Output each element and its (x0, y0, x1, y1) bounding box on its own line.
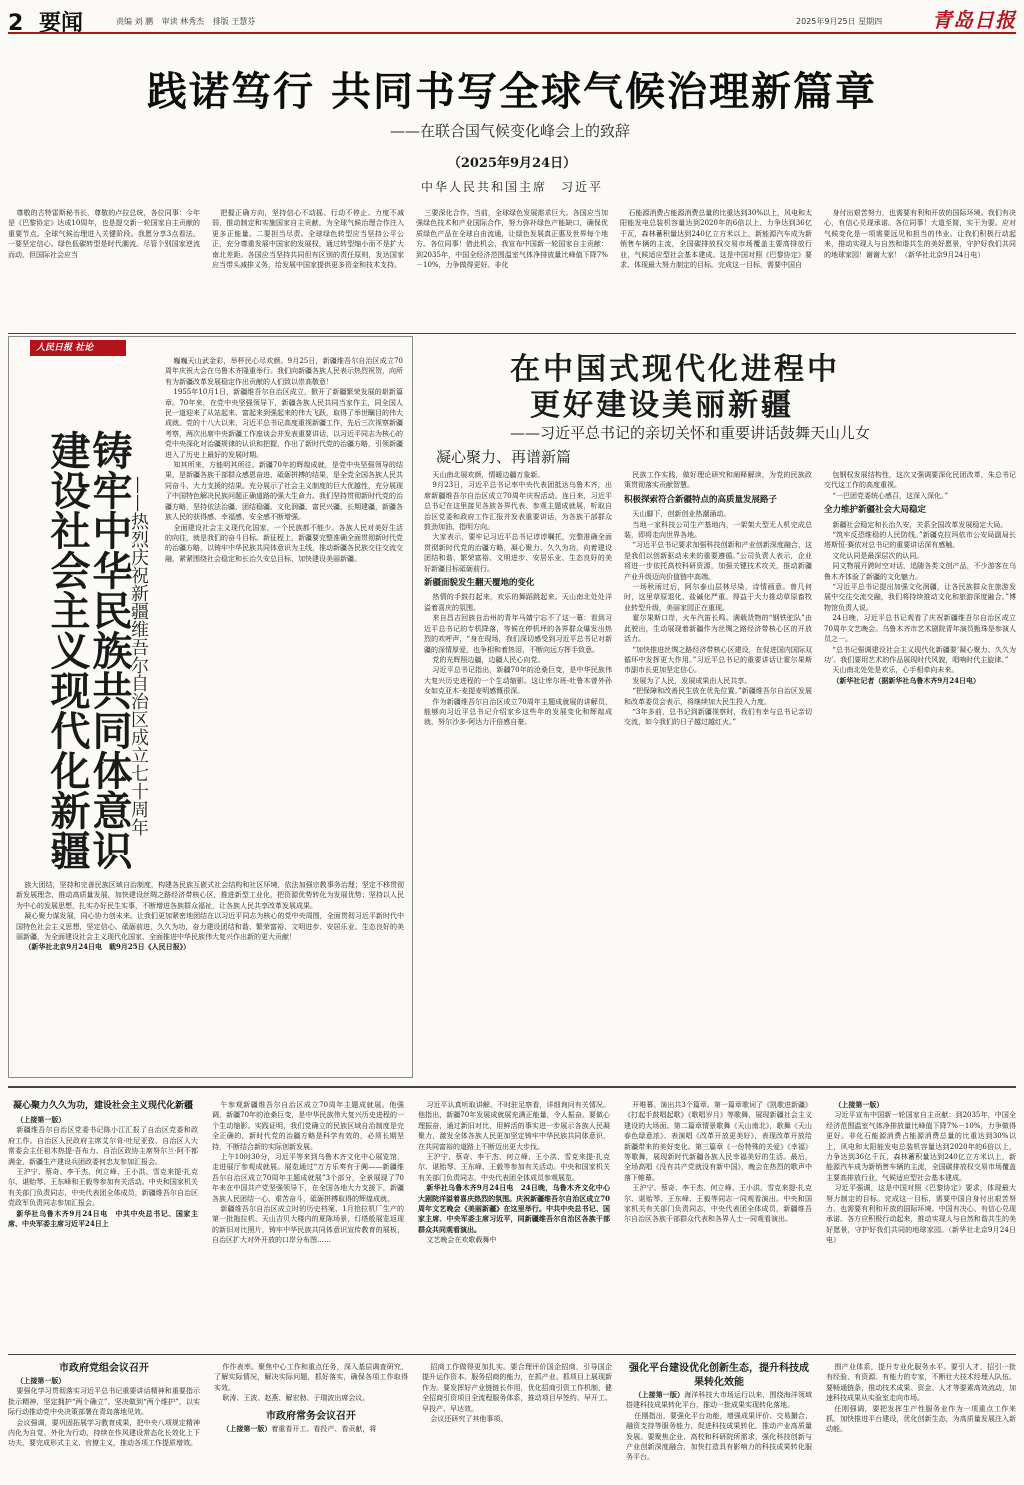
story-paragraph: 新疆维吾尔自治区成立时的历史档案、1月抢拉机厂生产的第一批拖拉机、天山吉贝大楼内的夏陈场景，灯塔般展览返现的新旧对比照片，铸牢中华民族共同体意识宣传教育的展板，自治区扩大对外开放的口岸分布图…… (212, 1205, 404, 1245)
feature-paragraph: “总书记强调建设社会主义现代化新疆要‘凝心聚力、久久为功’。我们要用艺术的作品展现时代风貌，唱响时代主旋律。” (824, 645, 1016, 664)
page-number-section (8, 6, 83, 37)
story-exec-meeting-cont (422, 1362, 612, 1482)
lead-column-2 (212, 208, 404, 330)
lead-date: （2025年9月24日） (447, 156, 577, 171)
divider (8, 1086, 1016, 1088)
story-gala (418, 1100, 610, 1350)
editorial-paragraph: 凝心聚力谋发展，同心协力创未来。让我们更加紧密地团结在以习近平同志为核心的党中央周围，全面贯彻习近平新时代中国特色社会主义思想，坚定信心、砥砺前进，久久为功，奋力建设团结和谐、繁荣富裕、文明进步、安居乐业、生态良好的美丽新疆，为全面建设社会主义现代化国家、全面推进中华民族伟大复兴作出新的更大贡献！ (16, 912, 404, 942)
story-party-meeting (8, 1362, 200, 1482)
story-paragraph: 要强化学习贯彻落实习近平总书记重要讲话精神和重要指示批示精神，坚定拥护“两个确立”、坚决做到“两个维护”，以实际行动推动党中央决策部署在青岛落地见效。 (8, 1387, 200, 1417)
story-paragraph: 午参观新疆维吾尔自治区成立70周年主题成就展。他强调，新疆70年的沧桑巨变，是中华民族伟大复兴历史进程的一个生动缩影。实践证明，我们党确立的民族区域自治制度是完全正确的，新时代党的治疆方略是科学有效的，必须长期坚持，不断结合新的实际创新发展。 (212, 1101, 404, 1151)
story-tag: （上接第一版） (16, 1376, 66, 1385)
feature-paragraph: 包钢权发展结构性，这次又强调要深化民团改革，朱总书记交代这工作的高度重视。 (824, 471, 1016, 490)
story-exhibition (212, 1100, 404, 1350)
feature-paragraph: 发展为了人民，发展成果由人民共享。 (632, 676, 752, 685)
page-number: 2 (8, 11, 24, 36)
editorial-paragraph: 族大团结，坚持和完善民族区域自治制度，构建各民族互嵌式社会结构和社区环境，依法加强宗教事务治理；坚定不移贯彻新发展理念，推动高质量发展，加快建设丝绸之路经济带核心区，推进新型工业化，把资源优势转化为发展优势；坚持以人民为中心的发展思想，扎实办好民生实事，不断增进各族群众福祉，让各族人民共享改革发展成果。 (16, 881, 404, 910)
lead-byline: 中华人民共和国主席 习近平 (420, 180, 603, 194)
story-paragraph: 海洋科技大市场运行以来，围绕海洋领域搭建科技成果转化平台，推动一批成果实现转化落地。 (626, 1391, 812, 1410)
story-tag: （上接第一版） (222, 1423, 272, 1433)
page-header (8, 6, 1016, 34)
story-paragraph: 开唯幕。演出共3个篇章。第一篇章歌词了《凯歌进新疆》《打起手鼓唱起歌》《歌唱岁月》等歌舞，展现新疆社会主义建设的大场面。第二篇章情景歌舞《天山南北》，歌舞《天山春色绿意浓》、表演唱《改革开放更美好》，表现改革开放给新疆带来的美好变化。第三篇章《一份特殊的关爱》《幸福》等歌舞，展现新时代新疆各族人民幸福美好的生活。最后，全场高唱《没有共产党就没有新中国》，晚会在热烈的歌声中落下帷幕。 (624, 1101, 812, 1182)
lead-column-3 (416, 208, 608, 330)
feature-subtitle-line-1: ——习近平总书记的亲切关怀和重要讲话鼓舞天山儿女 (510, 424, 871, 442)
story-paragraph: 会议强调，要巩固拓展学习教育成果，把中央八项规定精神内化为自觉、外化为行动，持续在作风建设常态化长效化上下功夫，要完成形式主义、官僚主义，推动各项工作提质增效。 (8, 1418, 200, 1448)
lead-paragraph: 三要深化合作。当前，全球绿色发展需求巨大。各国应当加强绿色技术和产业国际合作，努力弥补绿色产能缺口，确保优质绿色产品在全球自由流通，让绿色发展真正惠及世界每个地方。各位同事！借此机会，我宣布中国新一轮国家自主贡献：到2035年，中国全经济范围温室气体净排放量比峰值下降7%－10%，力争做得更好。非化 (416, 209, 608, 270)
lead-paragraph: 把握正确方向，坚持信心不动摇、行动不停止、力度不减弱，推动制定和实施国家自主贡献，为全球气候治理合作注入更多正能量。二要担当尽责。全球绿色转型应当坚持公平公正，充分尊重发展中国家的发展权，通过转型缩小而不是扩大南北差距。各国应当坚持共同但有区别的责任原则，发达国家应当带头减排义务，给发展中国家提供更多资金和技术支持。 (212, 209, 404, 270)
story-summit-watch (8, 1100, 198, 1350)
feature-title-line-2: 更好建设美丽新疆 (530, 388, 794, 423)
section-name: 要闻 (38, 11, 83, 36)
lead-headline: 践诺笃行 共同书写全球气候治理新篇章 (147, 69, 877, 115)
story-title: 市政府常务会议召开 (266, 1410, 356, 1422)
feature-paragraph: 24日晚，习近平总书记观看了庆祝新疆维吾尔自治区成立70周年文艺晚会。乌鲁木齐市艺术剧院青年演员甄珠是参演人员之一。 (824, 614, 1016, 644)
feature-paragraph: “习近平总书记提出加强文化润疆，让各民族群众在旅游发展中交往交流交融，我们将持续推动文化和旅游深度融合。”博物馆负责人说。 (824, 583, 1016, 612)
feature-subhead: 积极探索符合新疆特点的高质量发展路子 (624, 494, 778, 505)
feature-paragraph: 大家表示，要牢记习近平总书记谆谆嘱托，完整准确全面贯彻新时代党的治疆方略，凝心聚力、久久为功，向着建设团结和谐、繁荣富裕、文明进步、安居乐业、生态良好的美好新疆目标砥砺前行。 (424, 533, 612, 573)
story-paragraph: 任刚指出，要强化平台功能，增强成果评价、交易撮合、融资支持等服务能力，促进科技成果转化，推动产业高质量发展。要聚焦企业、高校和科研院所需求，强化科技创新与产业创新深度融合，加快打造具有影响力的科技成果转化服务平台。 (626, 1411, 812, 1462)
story-paragraph: 新华社乌鲁木齐9月24日电 24日晚，乌鲁木齐文化中心大剧院洋溢着喜庆热烈的氛围。庆祝新疆维吾尔自治区成立70周年文艺晚会《美丽新疆》在这里举行。中共中央总书记、国家主席、中央军委主席习近平，同新疆维吾尔自治区各族干部群众共同观看演出。 (418, 1183, 610, 1234)
feature-title-line-1: 在中国式现代化进程中 (510, 352, 840, 387)
feature-column-2 (624, 470, 812, 1082)
story-tag: （上接第一版） (834, 1100, 884, 1109)
feature-paragraph: 习近平总书记指出，新疆70年的沧桑巨变，是中华民族伟大复兴历史进程的一个生动缩影。这让库尔班·吐鲁木曾外孙女如克亚木·麦提麦明感慨很深。 (424, 666, 612, 696)
feature-paragraph: 新疆社会稳定和长治久安，关系全国改革发展稳定大局。 (832, 520, 1008, 529)
story-paragraph: 王沪宁、蔡奇、李干杰、何立峰、王小洪、雪克来提·扎克尔、谌贻琴、王东峰、王毅等参加有关活动。中央和国家机关有关部门负责同志，中央代表团全体成员参观展览。 (418, 1153, 610, 1182)
feature-paragraph: 热情的手鼓打起来，欢乐的舞蹈跳起来。天山南北处处洋溢着喜庆的氛围。 (424, 593, 612, 612)
lead-paragraph: 尊敬的古特雷斯秘书长，尊敬的卢拉总统，各位同事：今年是《巴黎协定》达成10周年，也是提交新一轮国家自主贡献的重要节点。全球气候治理进入关键阶段。我愿分享3点看法。一要坚定信心。绿色低碳转型是时代潮流。尽管个别国家逆流而动，但国际社会应当 (8, 209, 200, 259)
feature-paragraph: 9月23日，习近平总书记率中央代表团抵达乌鲁木齐，出席新疆维吾尔自治区成立70周年庆祝活动。连日来，习近平总书记在这里接见各族各界代表、参观主题成就展，听取自治区党委和政府工作汇报并发表重要讲话，为各族干部群众鼓劲加油、指明方向。 (424, 481, 612, 532)
story-paragraph: 习近平宣布中国新一轮国家自主贡献：到2035年，中国全经济范围温室气体净排放量比峰值下降7%－10%，力争做得更好。非化石能源消费占能源消费总量的比重达到30%以上，风电和太阳能发电总装机容量达到2020年的6倍以上，力争达到36亿千瓦，森林蓄积量达到240亿立方米以上，新能源汽车成为新销售车辆的主流，全国碳排放权交易市场覆盖主要高排放行业，气候适应型社会基本建成。 (826, 1111, 1016, 1182)
editorial-title: 铸牢中华民族共同体意识 建设社会主义现代化新疆 (44, 430, 132, 910)
story-paragraph: 新疆维吾尔自治区党委书记陈小江汇报了自治区党委和政府工作。自治区人民政府主席艾尔肯·吐尼亚孜、自治区人大常委会主任祖木热提·吾布力、自治区政协主席努尔兰·阿不都满金，新疆生产建设兵团政委何忠友参加汇报会。 (8, 1126, 198, 1166)
feature-subtitle-line-2: 凝心聚力、再谱新篇 (436, 448, 572, 466)
feature-paragraph: 天山南北处处是欢乐，心手相牵向未来。 (832, 666, 959, 675)
story-tag: （上接第一版） (16, 1115, 66, 1124)
lead-column-5 (824, 208, 1016, 330)
editorial-paragraph: 知其所来，方能明其所往。新疆70年的辉煌成就，是党中央坚强领导的结果，是新疆各族干部群众感恩奋进、砥砺拼搏的结果，是全党全国各族人民共同奋斗、大力支援的结果。充分展示了社会主义制度的巨大优越性，充分展现了中国特色解决民族问题正确道路的强大生命力。我们坚持贯彻新时代党的治疆方略，坚持依法治疆、团结稳疆、文化润疆、富民兴疆、长期建疆，新疆各族人民的获得感、幸福感、安全感不断增强。 (165, 461, 403, 522)
feature-paragraph: 天山南北展欢颜，情暖边疆万象新。 (432, 471, 545, 479)
feature-subhead: 新疆面貌发生翻天覆地的变化 (424, 578, 535, 589)
story-gala-cont (624, 1100, 812, 1350)
issue-date: 2025年9月25日 星期四 (796, 17, 883, 26)
lead-subtitle: ——在联合国气候变化峰会上的致辞 (390, 122, 631, 140)
story-party-meeting-cont (214, 1362, 408, 1482)
feature-paragraph: “加快推进丝绸之路经济带核心区建设，在促进国内国际双循环中发挥更大作用。”习近平总书记的重要讲话让霍尔果斯市副市长更加坚定信心。 (624, 645, 812, 675)
story-paragraph: 王沪宁、蔡奇、李干杰、何立峰、王小洪、雪克来提·扎克尔、谌贻琴、王东峰和王毅等参加有关活动。中央和国家机关有关部门负责同志，中央代表团全体成员，新疆维吾尔自治区党政军负责同志参加汇报会。 (8, 1168, 198, 1208)
feature-source: （新华社记者（据新华社乌鲁木齐9月24日电） (832, 675, 981, 685)
feature-paragraph: “把保障和改善民生放在优先位置。”新疆维吾尔自治区发展和改革委员会表示，将继续加大民生投入力度。 (624, 687, 812, 706)
story-title: 凝心聚力久久为功，建设社会主义现代化新疆 (12, 1101, 193, 1111)
story-paragraph: 耿涛、王波、赵燕、解宏勃、于瑞波出席会议。 (222, 1394, 370, 1403)
lead-column-4 (620, 208, 812, 330)
credit-layout: 排版 王慧芬 (212, 17, 256, 26)
story-paragraph: 招商工作做得更加扎实。要合理评价国企招商，引导国企提升运作资本、服务招商的能力，在抓产业、抓项目上展现新作为。要发挥好产业链链长作用，优化招商引资工作机制，健全招商引资项目全流程服务体系，推动项目早签约、早开工、早投产、早达效。 (422, 1363, 612, 1413)
story-title: 强化平台建设优化创新生态，提升科技成果转化效能 (629, 1363, 809, 1388)
editorial-paragraph: 全面建设社会主义现代化国家，一个民族都不能少。各族人民对美好生活的向往，就是我们的奋斗目标。新征程上，新疆要完整准确全面贯彻新时代党的治疆方略，以铸牢中华民族共同体意识为主线，推动新疆各民族交往交流交融，紧紧围绕社会稳定和长治久安总目标，加快建设美丽新疆。 (165, 523, 403, 563)
story-paragraph: 习近平认真听取讲解，不时驻足察看，详细询问有关情况。他指出，新疆70年发展成就展充满正能量，令人振奋。要做心理振奋，通过新旧对比，用鲜活的事实进一步展示各族人民凝聚力，激发全体各族人民更加坚定铸牢中华民族共同体意识，在共同富裕的道路上不断迈出更大步伐。 (418, 1101, 610, 1151)
editorial-text-top (165, 356, 403, 876)
story-paragraph: 文艺晚会在欢歌载舞中 (426, 1236, 497, 1245)
feature-paragraph: 党的光辉照边疆，边疆人民心向党。 (432, 655, 545, 664)
feature-column-1 (424, 470, 612, 1082)
lead-paragraph: 身付出艰苦努力，也需要有利和开放的国际环境。我们有决心，有信心兑现承诺。各位同事！大道至简，实干为要。应对气候变化是一项需要远见和担当的伟业。让我们积极行动起来，推动实现人与自然和谐共生的美好愿景，守护好我们共同的地球家园！谢谢大家！（新华社北京9月24日电） (824, 209, 1016, 259)
editorial-paragraph: 巍巍天山武金彩，举杯民心尽欢颜。9月25日，新疆维吾尔自治区成立70周年庆祝大会在乌鲁木齐隆重举行。我们向新疆各族人民表示热烈祝贺，向所有为新疆改革发展稳定作出贡献的人们致以崇高敬意！ (165, 357, 403, 386)
story-paragraph: 作作表率。聚焦中心工作和重点任务，深入基层调查研究，了解实际情况，解决实际问题，抓好落实，确保各项工作取得实效。 (214, 1363, 408, 1392)
editorial-subtitle: ——热烈庆祝新疆维吾尔自治区成立七十周年 (128, 476, 149, 836)
story-paragraph: 新华社乌鲁木齐9月24日电 中共中央总书记、国家主席、中央军委主席习近平24日上 (8, 1208, 198, 1229)
lead-body (8, 208, 1016, 330)
feature-paragraph: “3年多前，总书记到新疆视察时，我们有幸与总书记亲切交流，如今我们的日子越过越红火。” (624, 707, 812, 727)
editorial-badge: 人民日报 社论 (30, 340, 126, 356)
story-paragraph: 上午10时30分，习近平等来到乌鲁木齐文化中心展览馆，走进展厅参观成就展。展览通过“万方乐奏有于阗——新疆维吾尔自治区成立70周年主题成就展”3个部分，全景展现了70年来在中国共产党坚强领导下，在全国各地大力支援下，新疆各族人民团结一心、艰苦奋斗，砥砺拼搏取得的辉煌成就。 (212, 1153, 404, 1203)
feature-paragraph: 民族工作实践，做好理论研究和阐释解读，为党的民族政策贯彻落实贡献智慧。 (624, 471, 812, 490)
feature-paragraph: 一场秋雨过后，阿尔泰山层林尽染，诗情画意。曾几何时，这里草原退化、盐碱化严重。得益于大力推动草原畜牧业转型升级，美丽家园正在重现。 (624, 583, 812, 612)
feature-paragraph: 当地一家科技公司生产基地内，一架架大型无人机完成总装，即将走向世界各地。 (624, 520, 812, 540)
story-paragraph: 着重看开工、看投产、看贡献，将 (271, 1424, 377, 1433)
feature-paragraph: 霍尔果斯口岸，火车汽笛长鸣。满载货物的“钢铁驼队”由此驶出，生动展现着新疆作为丝绸之路经济带核心区的开放活力。 (624, 614, 812, 644)
story-climate-cont (826, 1100, 1016, 1350)
story-innovation (626, 1362, 812, 1482)
editorial-source: （新华社北京9月24日电 载9月25日《人民日报》） (24, 942, 191, 952)
divider (8, 333, 1016, 334)
editorial-text-bottom (16, 880, 404, 1070)
feature-paragraph: 作为新疆维吾尔自治区成立70周年主题成就展的讲解员，能够向习近平总书记介绍家乡这些年的发展变化和辉煌成就，努尔沙多·阿达力汗倍感自豪。 (424, 697, 612, 727)
story-paragraph: 习近平强调，这是中国对照《巴黎协定》要求，体现最大努力制定的目标。完成这一目标，需要中国自身付出艰苦努力，也需要有利和开放的国际环境。中国有决心、有信心兑现承诺。各方应积极行动起来，推动实现人与自然和谐共生的美好愿景，守护好我们共同的地球家园。（新华社北京9月24日电） (826, 1184, 1016, 1245)
feature-paragraph: 同文物展开跨时空对话，追随各类文创产品，不少游客在乌鲁木齐体验了新疆的文化魅力。 (824, 562, 1016, 581)
divider (8, 1354, 1016, 1355)
story-tag: （上接第一版） (634, 1390, 685, 1399)
feature-subhead: 全力维护新疆社会大局稳定 (824, 505, 927, 516)
story-paragraph: 围产业体系，提升专业化服务水平。要引人才，招引一批有经验、有资源、有能力的专家，不断壮大技术经理人队伍。要畅通链条，推动技术成果、资金、人才等要素高效流动，加速科技成果从实验室走向市场。 (826, 1363, 1016, 1403)
story-title: 市政府党组会议召开 (59, 1363, 149, 1374)
feature-paragraph: 来自昌吉回族自治州的青年马婧宁忘不了这一幕：看到习近平总书记的专机降落，等候在停机坪的各界群众爆发出热烈的欢呼声，“身在现场，我们深切感受到习近平总书记对新疆的深情厚爱，也争相和着热泪，不断向远方挥手致意。 (424, 614, 612, 654)
story-paragraph: 王沪宁、蔡奇、李干杰、何立峰、王小洪、雪克来提·扎克尔、谌贻琴、王东峰、王毅等同志一同观看演出。中央和国家机关有关部门负责同志，中央代表团全体成员，新疆维吾尔自治区各族干部群众代表和各界人士一同观看演出。 (624, 1184, 812, 1224)
feature-body (424, 470, 1016, 1082)
feature-paragraph: “习近平总书记要求加强科技创新和产业创新深度融合，这是我们以创新驱动未来的重要遵循。”公司负责人表示，企业将进一步依托高校科研资源，加强关键技术攻关，推动新疆产业升级迈向价值链中高端。 (624, 541, 812, 581)
feature-paragraph: 天山脚下，创新创业热潮涌动。 (632, 510, 731, 519)
lead-paragraph: 石能源消费占能源消费总量的比重达到30%以上，风电和太阳能发电总装机容量达到2020年的6倍以上、力争达到36亿千瓦，森林蓄积量达到240亿立方米以上，新能源汽车成为新销售车辆的主流，全国碳排放权交易市场覆盖主要高排放行业，气候适应型社会基本建成。这是中国对照《巴黎协定》要求、体现最大努力制定的目标。完成这一目标，需要中国自 (620, 209, 812, 270)
lead-column-1 (8, 208, 200, 330)
credit-editor: 责编 刘 鹏 (116, 17, 154, 26)
newspaper-logo: 青岛日报 (932, 8, 1016, 32)
feature-paragraph: 文化认同是最深层次的认同。 (832, 551, 924, 560)
story-paragraph: 会议还研究了其他事项。 (430, 1415, 508, 1424)
credit-reviewer: 审读 林秀杰 (161, 17, 205, 26)
editor-credits (116, 16, 261, 27)
story-innovation-cont (826, 1362, 1016, 1482)
feature-column-3 (824, 470, 1016, 1082)
story-paragraph: 任刚强调，要把发挥生产性服务业作为一项重点工作来抓，加快推进平台建设，优化创新生态，为高质量发展注入新动能。 (826, 1404, 1016, 1434)
feature-paragraph: “一巴团党委统心感召，这深入深化。” (832, 491, 949, 500)
editorial-paragraph: 1955年10月1日，新疆维吾尔自治区成立，掀开了新疆繁荣发展的崭新篇章。70年来，在党中央坚强领导下，新疆各族人民共同当家作主，同全国人民一道迎来了从站起来、富起来到强起来的伟大飞跃，取得了举世瞩目的伟大成就。党的十八大以来，习近平总书记高度重视新疆工作，先后三次视察新疆考察，两次出席中央新疆工作座谈会并发表重要讲话，以习近平同志为核心的党中央深化对治疆规律的认识和把握，作出了新时代党的治疆方略，引领新疆进入了历史上最好的发展时期。 (165, 388, 403, 459)
feature-paragraph: “筑牢反恐维稳的人民防线。”新疆克拉玛依市公安局副局长塔斯恒·赛依对总书记的重要讲话深有感触。 (824, 531, 1016, 550)
